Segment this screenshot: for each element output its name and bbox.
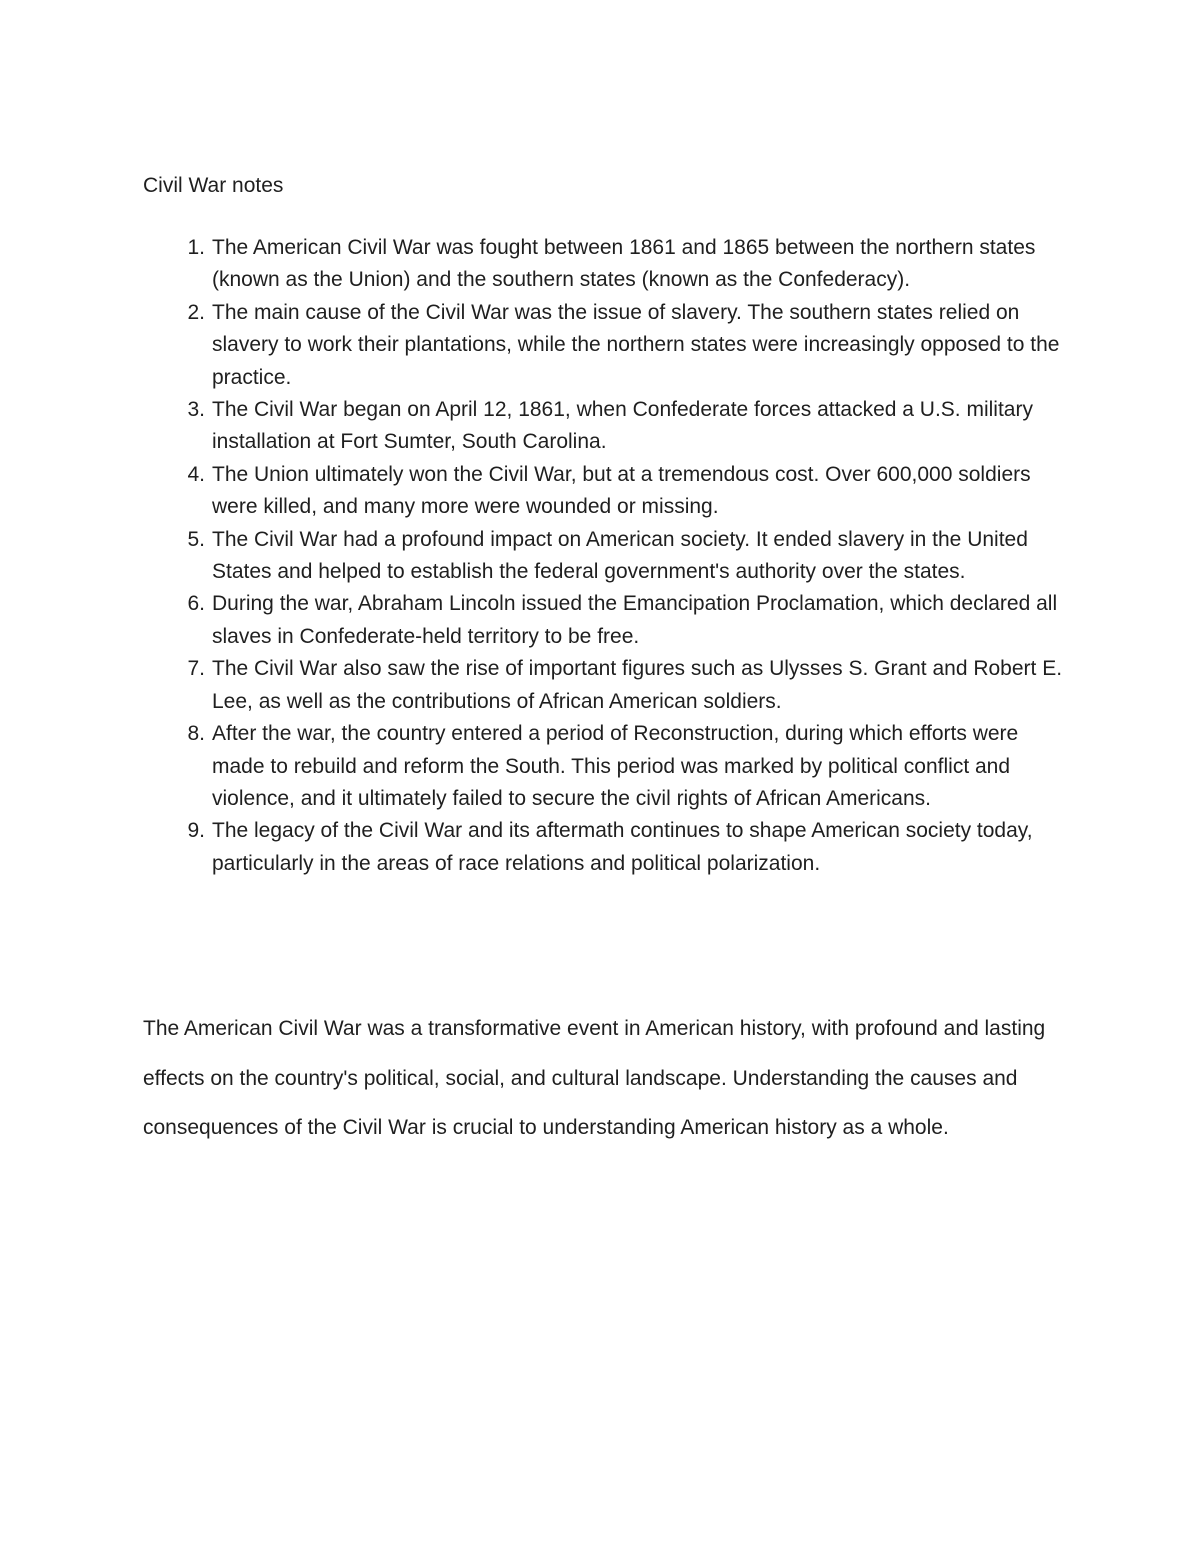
list-item [143, 394, 1073, 459]
list-item-text: The legacy of the Civil War and its aftermath continues to shape American society today, particularly in the areas of race relations and political polarization. [212, 819, 1033, 875]
list-item-text: The Civil War had a profound impact on American society. It ended slavery in the United States and helped to establish the federal government's authority over the states. [212, 527, 1028, 584]
list-item [143, 718, 1073, 815]
list-item-text: The Union ultimately won the Civil War, but at a tremendous cost. Over 600,000 soldiers were killed, and many more were wounded or missing. [212, 462, 1031, 519]
list-item-text: During the war, Abraham Lincoln issued the Emancipation Proclamation, which declared all slaves in Confederate-held territory to be free. [212, 592, 1058, 648]
list-item-number: 7. [187, 657, 205, 681]
notes-list [143, 232, 1073, 880]
list-item [143, 524, 1073, 589]
list-item [143, 588, 1073, 653]
list-item-number: 6. [187, 592, 205, 616]
list-item [143, 297, 1073, 394]
list-item-number: 1. [187, 236, 205, 259]
list-item-number: 2. [187, 300, 205, 324]
list-item [143, 459, 1073, 524]
list-item-text: The main cause of the Civil War was the issue of slavery. The southern states relied on slavery to work their plantations, while the northern states were increasingly opposed to the practice. [212, 300, 1060, 389]
list-item-number: 9. [187, 819, 205, 843]
list-item-text: The Civil War began on April 12, 1861, when Confederate forces attacked a U.S. military installation at Fort Sumter, South Carolina. [212, 398, 1033, 454]
summary-paragraph: The American Civil War was a transformative event in American history, with profound and lasting effects on the country's political, social, and cultural landscape. Understanding the causes and consequences of the Civil War is crucial to understanding American history as a whole. [143, 1017, 1046, 1139]
list-item [143, 232, 1073, 297]
document-title: Civil War notes [143, 174, 284, 197]
list-item [143, 815, 1073, 880]
list-item-text: The Civil War also saw the rise of important figures such as Ulysses S. Grant and Robert E. Lee, as well as the contributions of African American soldiers. [212, 657, 1063, 713]
list-item-number: 5. [187, 527, 205, 551]
list-item-text: After the war, the country entered a period of Reconstruction, during which efforts were made to rebuild and reform the South. This period was marked by political conflict and violence, and it ultimately failed to secure the civil rights of African Americans. [212, 722, 1019, 810]
list-item-number: 4. [187, 462, 205, 486]
list-item-text: The American Civil War was fought between 1861 and 1865 between the northern states (known as the Union) and the southern states (known as the Confederacy). [212, 236, 1036, 292]
list-item [143, 653, 1073, 718]
list-item-number: 3. [187, 398, 205, 422]
list-item-number: 8. [187, 722, 205, 746]
